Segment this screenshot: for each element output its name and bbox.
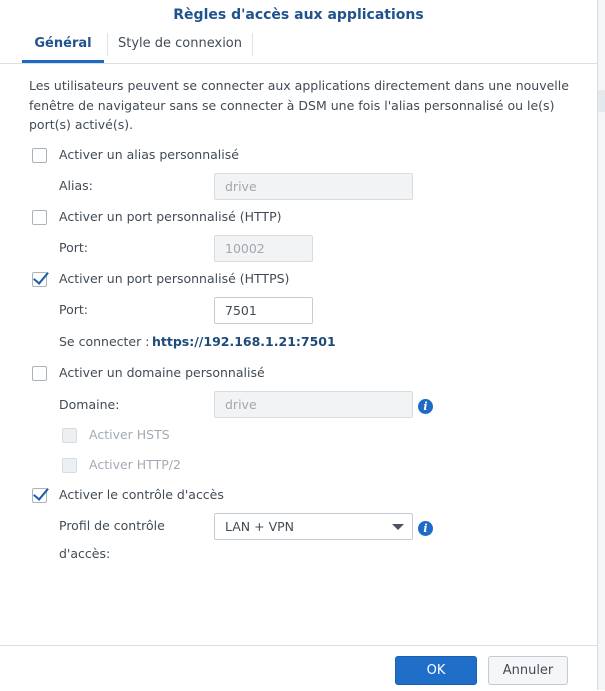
http-port-checkbox[interactable] (32, 210, 47, 225)
http2-checkbox-label: Activer HTTP/2 (89, 457, 181, 472)
background-row-highlight (598, 90, 605, 112)
hsts-checkbox[interactable] (62, 428, 77, 443)
connect-label: Se connecter : (59, 334, 150, 349)
https-port-checkbox[interactable] (32, 272, 47, 287)
ok-button[interactable]: OK (395, 656, 477, 685)
tab-bar (0, 30, 597, 64)
tab-general[interactable]: Général (20, 30, 106, 63)
alias-checkbox[interactable] (32, 148, 47, 163)
access-profile-select[interactable] (214, 513, 413, 540)
alias-input[interactable]: drive (214, 173, 413, 200)
dialog-footer (0, 645, 597, 691)
alias-checkbox-label: Activer un alias personnalisé (59, 147, 239, 162)
description-text: Les utilisateurs peuvent se connecter aux applications directement dans une nouvelle fenêtre de navigateur sans se connecter à DSM une fois l'alias personnalisé ou le(s) port(s) activé(s). (29, 78, 569, 132)
http-port-input[interactable]: 10002 (214, 235, 313, 262)
domain-field-label: Domaine: (59, 397, 120, 412)
domain-info-icon[interactable]: i (418, 399, 433, 414)
dialog-title: Règles d'accès aux applications (173, 7, 424, 23)
tab-divider (252, 33, 253, 56)
https-port-checkbox-label: Activer un port personnalisé (HTTPS) (59, 271, 290, 286)
access-profile-value: LAN + VPN (225, 519, 295, 534)
cancel-button[interactable]: Annuler (488, 656, 568, 685)
access-control-checkbox-label: Activer le contrôle d'accès (59, 487, 224, 502)
access-profile-info-icon[interactable]: i (418, 521, 433, 536)
access-profile-label: Profil de contrôle (59, 518, 165, 533)
access-profile-label-cont: d'accès: (59, 546, 111, 561)
access-control-checkbox[interactable] (32, 488, 47, 503)
http-port-field-label: Port: (59, 240, 88, 255)
hsts-checkbox-label: Activer HSTS (89, 427, 170, 442)
https-port-input[interactable]: 7501 (214, 297, 313, 324)
http-port-checkbox-label: Activer un port personnalisé (HTTP) (59, 209, 282, 224)
https-port-field-label: Port: (59, 302, 88, 317)
http2-checkbox[interactable] (62, 458, 77, 473)
alias-field-label: Alias: (59, 178, 93, 193)
connect-url-link[interactable]: https://192.168.1.21:7501 (152, 334, 336, 349)
domain-checkbox[interactable] (32, 366, 47, 381)
tab-login-style[interactable]: Style de connexion (117, 36, 242, 51)
domain-checkbox-label: Activer un domaine personnalisé (59, 365, 265, 380)
chevron-down-icon (392, 524, 404, 530)
background-window-edge (598, 0, 605, 690)
domain-input[interactable]: drive (214, 391, 413, 418)
